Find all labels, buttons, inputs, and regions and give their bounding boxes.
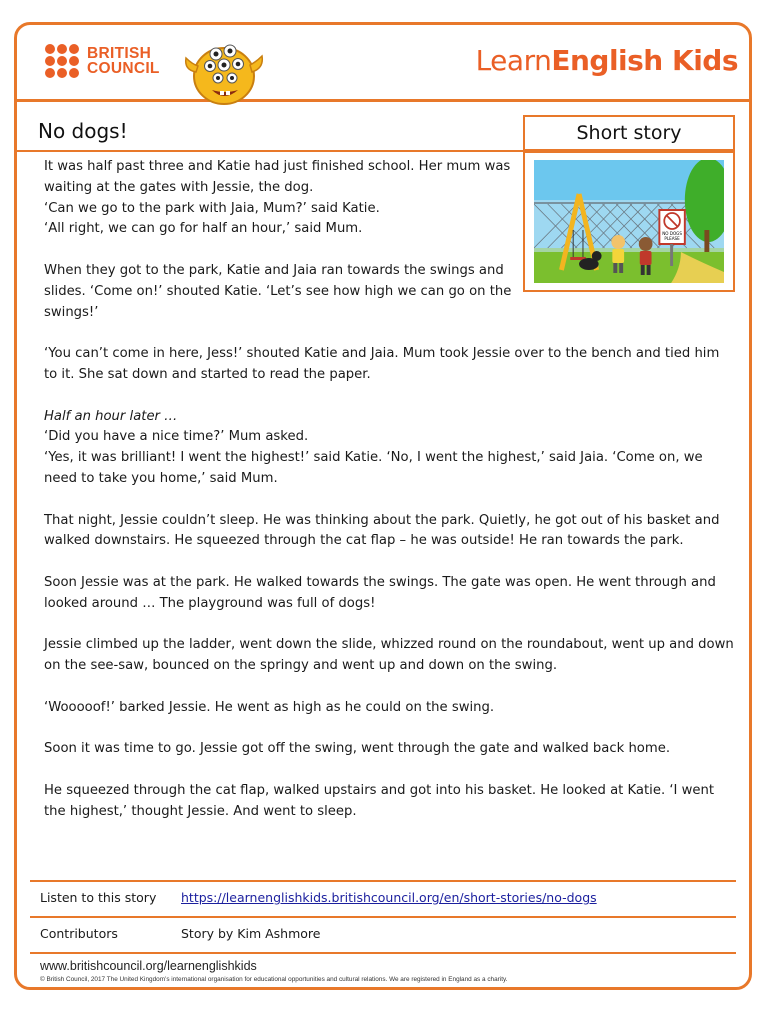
story-paragraph: He squeezed through the cat flap, walked upstairs and got into his basket. He looked at Katie. ‘I went the highest,’ thought Jessie. And went to sleep. [44,782,715,819]
info-divider [30,952,736,954]
page-title: No dogs! [38,119,128,143]
info-divider [30,916,736,918]
listen-row [40,890,597,905]
learnenglish-kids-logo[interactable]: LearnEnglish Kids [475,44,738,77]
story-paragraph: Jessie climbed up the ladder, went down the slide, whizzed round on the roundabout, went up and down on the see-saw, bounced on the springy and went up and down on the swing. [44,637,734,674]
story-audio-link[interactable]: https://learnenglishkids.britishcouncil.org/en/short-stories/no-dogs [181,890,597,905]
story-paragraph: Soon it was time to go. Jessie got off the swing, went through the gate and walked back home. [44,741,671,757]
story-paragraph: That night, Jessie couldn’t sleep. He was thinking about the park. Quietly, he got out of his basket and walked downstairs. He squeezed through the cat flap – he was outside! He ran towards the park. [44,512,720,549]
story-paragraph: ‘Did you have a nice time?’ Mum asked. [44,429,309,445]
story-paragraph: ‘Can we go to the park with Jaia, Mum?’ said Katie. [44,200,380,216]
sign-text-line2: PLEASE [664,235,680,242]
monster-mascot-icon [178,32,268,108]
header-divider [17,99,749,102]
contributors-label: Contributors [40,926,118,941]
story-body [44,157,734,823]
story-italic-line: Half an hour later … [44,408,178,424]
info-divider [30,880,736,882]
british-council-logo[interactable] [45,44,160,78]
story-paragraph: When they got to the park, Katie and Jaia ran towards the swings and slides. ‘Come on!’ shouted Katie. ‘Let’s see how high we can go on the swings!’ [44,262,512,320]
story-paragraph: Soon Jessie was at the park. He walked towards the swings. The gate was open. He went through and looked around … The playground was full of dogs! [44,574,716,611]
listen-label: Listen to this story [40,890,157,905]
brand-line2: COUNCIL [87,60,160,77]
story-paragraph: ‘Wooooof!’ barked Jessie. He went as high as he could on the swing. [44,699,495,715]
story-paragraph: It was half past three and Katie had just finished school. Her mum was waiting at the gates with Jessie, the dog. [44,159,511,195]
title-divider [17,150,523,152]
sign-text-line1: NO DOGS [662,230,682,237]
brand-line1: BRITISH [87,45,152,62]
contributors-row [40,926,320,941]
story-paragraph: ‘You can’t come in here, Jess!’ shouted Katie and Jaia. Mum took Jessie over to the bench and tied him to it. She sat down and started to read the paper. [44,346,720,382]
story-paragraph: ‘All right, we can go for half an hour,’ said Mum. [44,221,363,237]
footer-copyright: © British Council, 2017 The United Kingdom’s international organisation for educational opportunities and cultural relations. We are registered in England as a charity. [40,976,508,983]
contributors-value: Story by Kim Ashmore [181,926,321,941]
footer-website[interactable]: www.britishcouncil.org/learnenglishkids [40,959,257,973]
story-paragraph: ‘Yes, it was brilliant! I went the highest!’ said Katie. ‘No, I went the highest,’ said Jaia. ‘Come on, we need to take you home,’ said Mum. [44,450,703,486]
story-type-label: Short story [523,115,735,151]
british-council-dots-icon [45,44,79,78]
